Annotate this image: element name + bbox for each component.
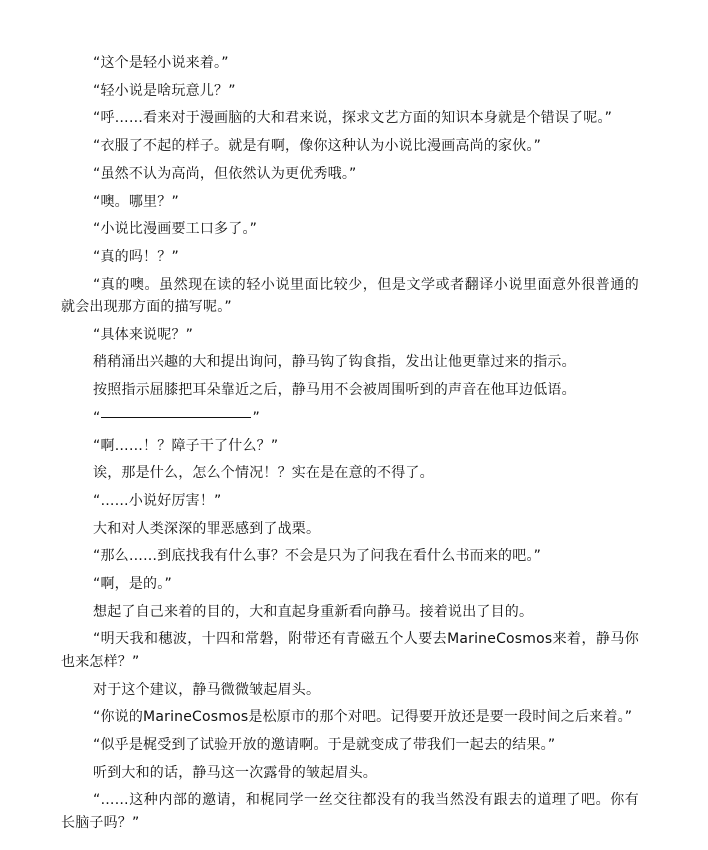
paragraph-3: “呼……看来对于漫画脑的大和君来说，探求文艺方面的知识本身就是个错误了呢。” (93, 110, 613, 127)
paragraph-4: “衣服了不起的样子。就是有啊，像你这种认为小说比漫画高尚的家伙。” (93, 138, 542, 155)
paragraph-12: 按照指示屈膝把耳朵靠近之后，静马用不会被周围听到的声音在他耳边低语。 (93, 382, 576, 399)
paragraph-8: “真的吗！？” (93, 248, 179, 265)
paragraph-15: “……小说好厉害！” (93, 492, 222, 509)
paragraph-13: “啊……！？障子干了什么？” (93, 437, 279, 454)
paragraph-17: “那么……到底找我有什么事？不会是只为了问我在看什么书而来的吧。” (93, 548, 542, 565)
paragraph-24: 听到大和的话，静马这一次露骨的皱起眉头。 (93, 764, 377, 781)
paragraph-1: “这个是轻小说来着。” (93, 55, 229, 71)
paragraph-19: 想起了自己来着的目的，大和直起身重新看向静马。接着说出了目的。 (93, 603, 534, 620)
paragraph-22: “你说的MarineCosmos是松原市的那个对吧。记得要开放还是要一段时间之后来着。” (93, 709, 633, 726)
redaction-line (101, 417, 251, 418)
paragraph-5: “虽然不认为高尚，但依然认为更优秀哦。” (93, 165, 357, 182)
paragraph-23: “似乎是梶受到了试验开放的邀请啊。于是就变成了带我们一起去的结果。” (93, 736, 556, 753)
paragraph-6: “噢。哪里？” (93, 193, 179, 210)
paragraph-14: 诶，那是什么，怎么个情况！？实在是在意的不得了。 (93, 465, 434, 482)
paragraph-10: “具体来说呢？” (93, 326, 194, 343)
paragraph-16: 大和对人类深深的罪恶感到了战栗。 (93, 520, 321, 537)
paragraph-18: “啊，是的。” (93, 576, 172, 593)
censored-line (61, 407, 639, 429)
paragraph-9: “真的噢。虽然现在读的轻小说里面比较少，但是文学或者翻译小说里面意外很普通的就会出现那方面的描写呢。” (61, 276, 639, 316)
paragraph-20: “明天我和穗波，十四和常磐，附带还有青磁五个人要去MarineCosmos来着，静马你也来怎样？” (61, 631, 639, 670)
paragraph-11: 稍稍涌出兴趣的大和提出询问，静马钩了钩食指，发出让他更靠过来的指示。 (93, 354, 576, 371)
paragraph-2: “轻小说是啥玩意儿？” (93, 82, 236, 99)
paragraph-7: “小说比漫画要工口多了。” (93, 221, 258, 238)
document-body (61, 52, 639, 840)
paragraph-25: “……这种内部的邀请，和梶同学一丝交往都没有的我当然没有跟去的道理了吧。你有长脑子吗？” (61, 792, 639, 831)
open-quote: “ (93, 409, 101, 426)
paragraph-21: 对于这个建议，静马微微皱起眉头。 (93, 681, 321, 698)
close-quote: ” (252, 409, 260, 426)
